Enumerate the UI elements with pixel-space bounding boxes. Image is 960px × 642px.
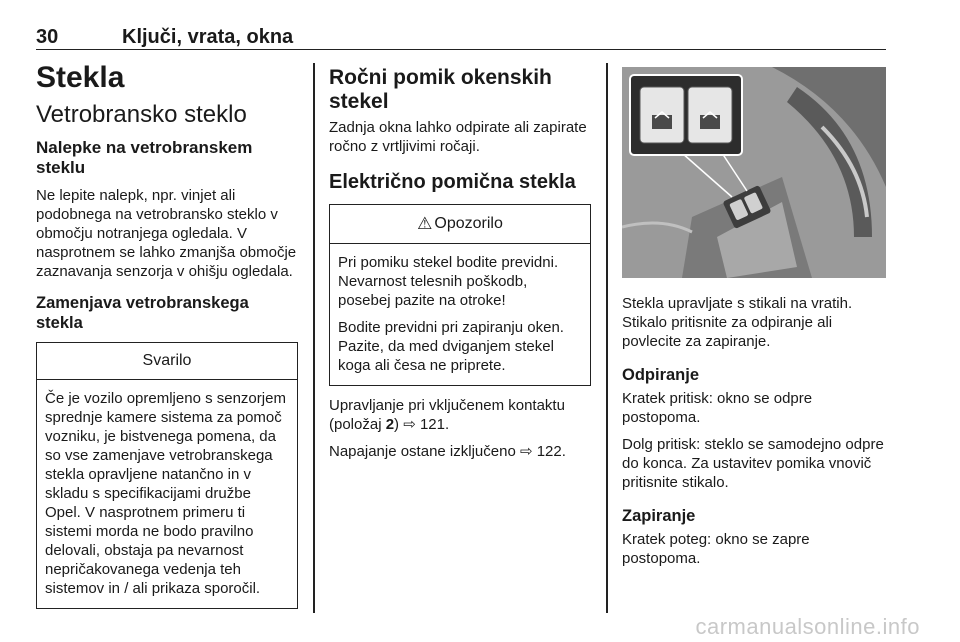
manual-windows-heading: Ročni pomik okenskih stekel: [329, 66, 552, 113]
ignition-position: 2: [385, 416, 395, 433]
windscreen-heading: Vetrobransko steklo: [36, 101, 247, 128]
warning-header: [330, 205, 590, 244]
section-title: Ključi, vrata, okna: [122, 26, 294, 48]
warning-text-2: Bodite previdni pri zapiranju oken. Pazite, da med dviganjem stekel koga ali česa ne priprete.: [338, 319, 564, 374]
closing-short-pull: Kratek poteg: okno se zapre postopoma.: [622, 531, 810, 567]
watermark: carmanualsonline.info: [695, 614, 920, 639]
reference-arrow-icon: ⇨: [403, 416, 416, 433]
replacement-heading: Zamenjava vetrobranskega stekla: [36, 294, 249, 332]
column-2: [329, 60, 591, 469]
opening-heading: Odpiranje: [622, 366, 700, 384]
notice-title: Svarilo: [37, 343, 297, 380]
column-3: [622, 60, 886, 576]
page-heading: Stekla: [36, 61, 125, 94]
closing-heading: Zapiranje: [622, 507, 696, 525]
warning-box: [329, 204, 591, 386]
manual-windows-paragraph: Zadnja okna lahko odpirate ali zapirate ročno z vrtljivimi ročaji.: [329, 119, 587, 155]
ignition-text-end: ): [394, 416, 404, 433]
stickers-paragraph: Ne lepite nalepk, npr. vinjet ali podobnega na vetrobransko steklo v območju notranjega ogledala. V nasprotnem se lahko zmanjša območje zaznavanja senzorja v ohišju ogledala.: [36, 187, 297, 280]
warning-title: Opozorilo: [434, 215, 503, 232]
page-header: [36, 0, 886, 50]
page-reference[interactable]: 122.: [536, 443, 566, 460]
notice-text: Če je vozilo opremljeno s senzorjem sprednje kamere sistema za pomoč vozniku, je bistvenega pomena, da so vse zamenjave vetrobranskega stekla opravljene natančno in v skladu s specifikacijami družbe Opel. V nasprotnem primeru ti sistemi morda ne bodo pravilno delovali, obstaja pa nevarnost nepričakovanega vedenja teh sistemov in / ali prikaza sporočil.: [45, 390, 286, 597]
page-number: 30: [36, 26, 59, 48]
reference-arrow-icon: ⇨: [519, 443, 533, 460]
window-switch-illustration: [622, 67, 886, 278]
warning-text-1: Pri pomiku stekel bodite previdni. Nevarnost telesnih poškodb, posebej pazite na otroke!: [338, 254, 559, 309]
notice-body: [37, 380, 297, 608]
page-reference[interactable]: 121.: [419, 416, 450, 433]
notice-box: [36, 342, 298, 609]
opening-long-press: Dolg pritisk: steklo se samodejno odpre do konca. Za ustavitev pomika vnovič pritisnite stikalo.: [622, 436, 884, 491]
column-divider-2: [606, 63, 608, 613]
power-text: Napajanje ostane izključeno: [329, 443, 520, 460]
switch-paragraph: Stekla upravljate s stikali na vratih. Stikalo pritisnite za odpiranje ali povlecite za zapiranje.: [622, 295, 853, 350]
ignition-paragraph: [329, 396, 591, 434]
warning-triangle-icon: ⚠: [417, 214, 433, 233]
column-divider-1: [313, 63, 315, 613]
ignition-text: Upravljanje pri vključenem kontaktu (položaj: [329, 397, 565, 433]
stickers-heading: Nalepke na vetrobranskem steklu: [36, 138, 253, 177]
warning-body: [330, 244, 590, 385]
power-paragraph: [329, 442, 591, 461]
power-windows-heading: Električno pomična stekla: [329, 171, 576, 193]
column-1: [36, 60, 298, 609]
opening-short-press: Kratek pritisk: okno se odpre postopoma.: [622, 390, 813, 426]
window-switch-photo: [622, 67, 886, 278]
